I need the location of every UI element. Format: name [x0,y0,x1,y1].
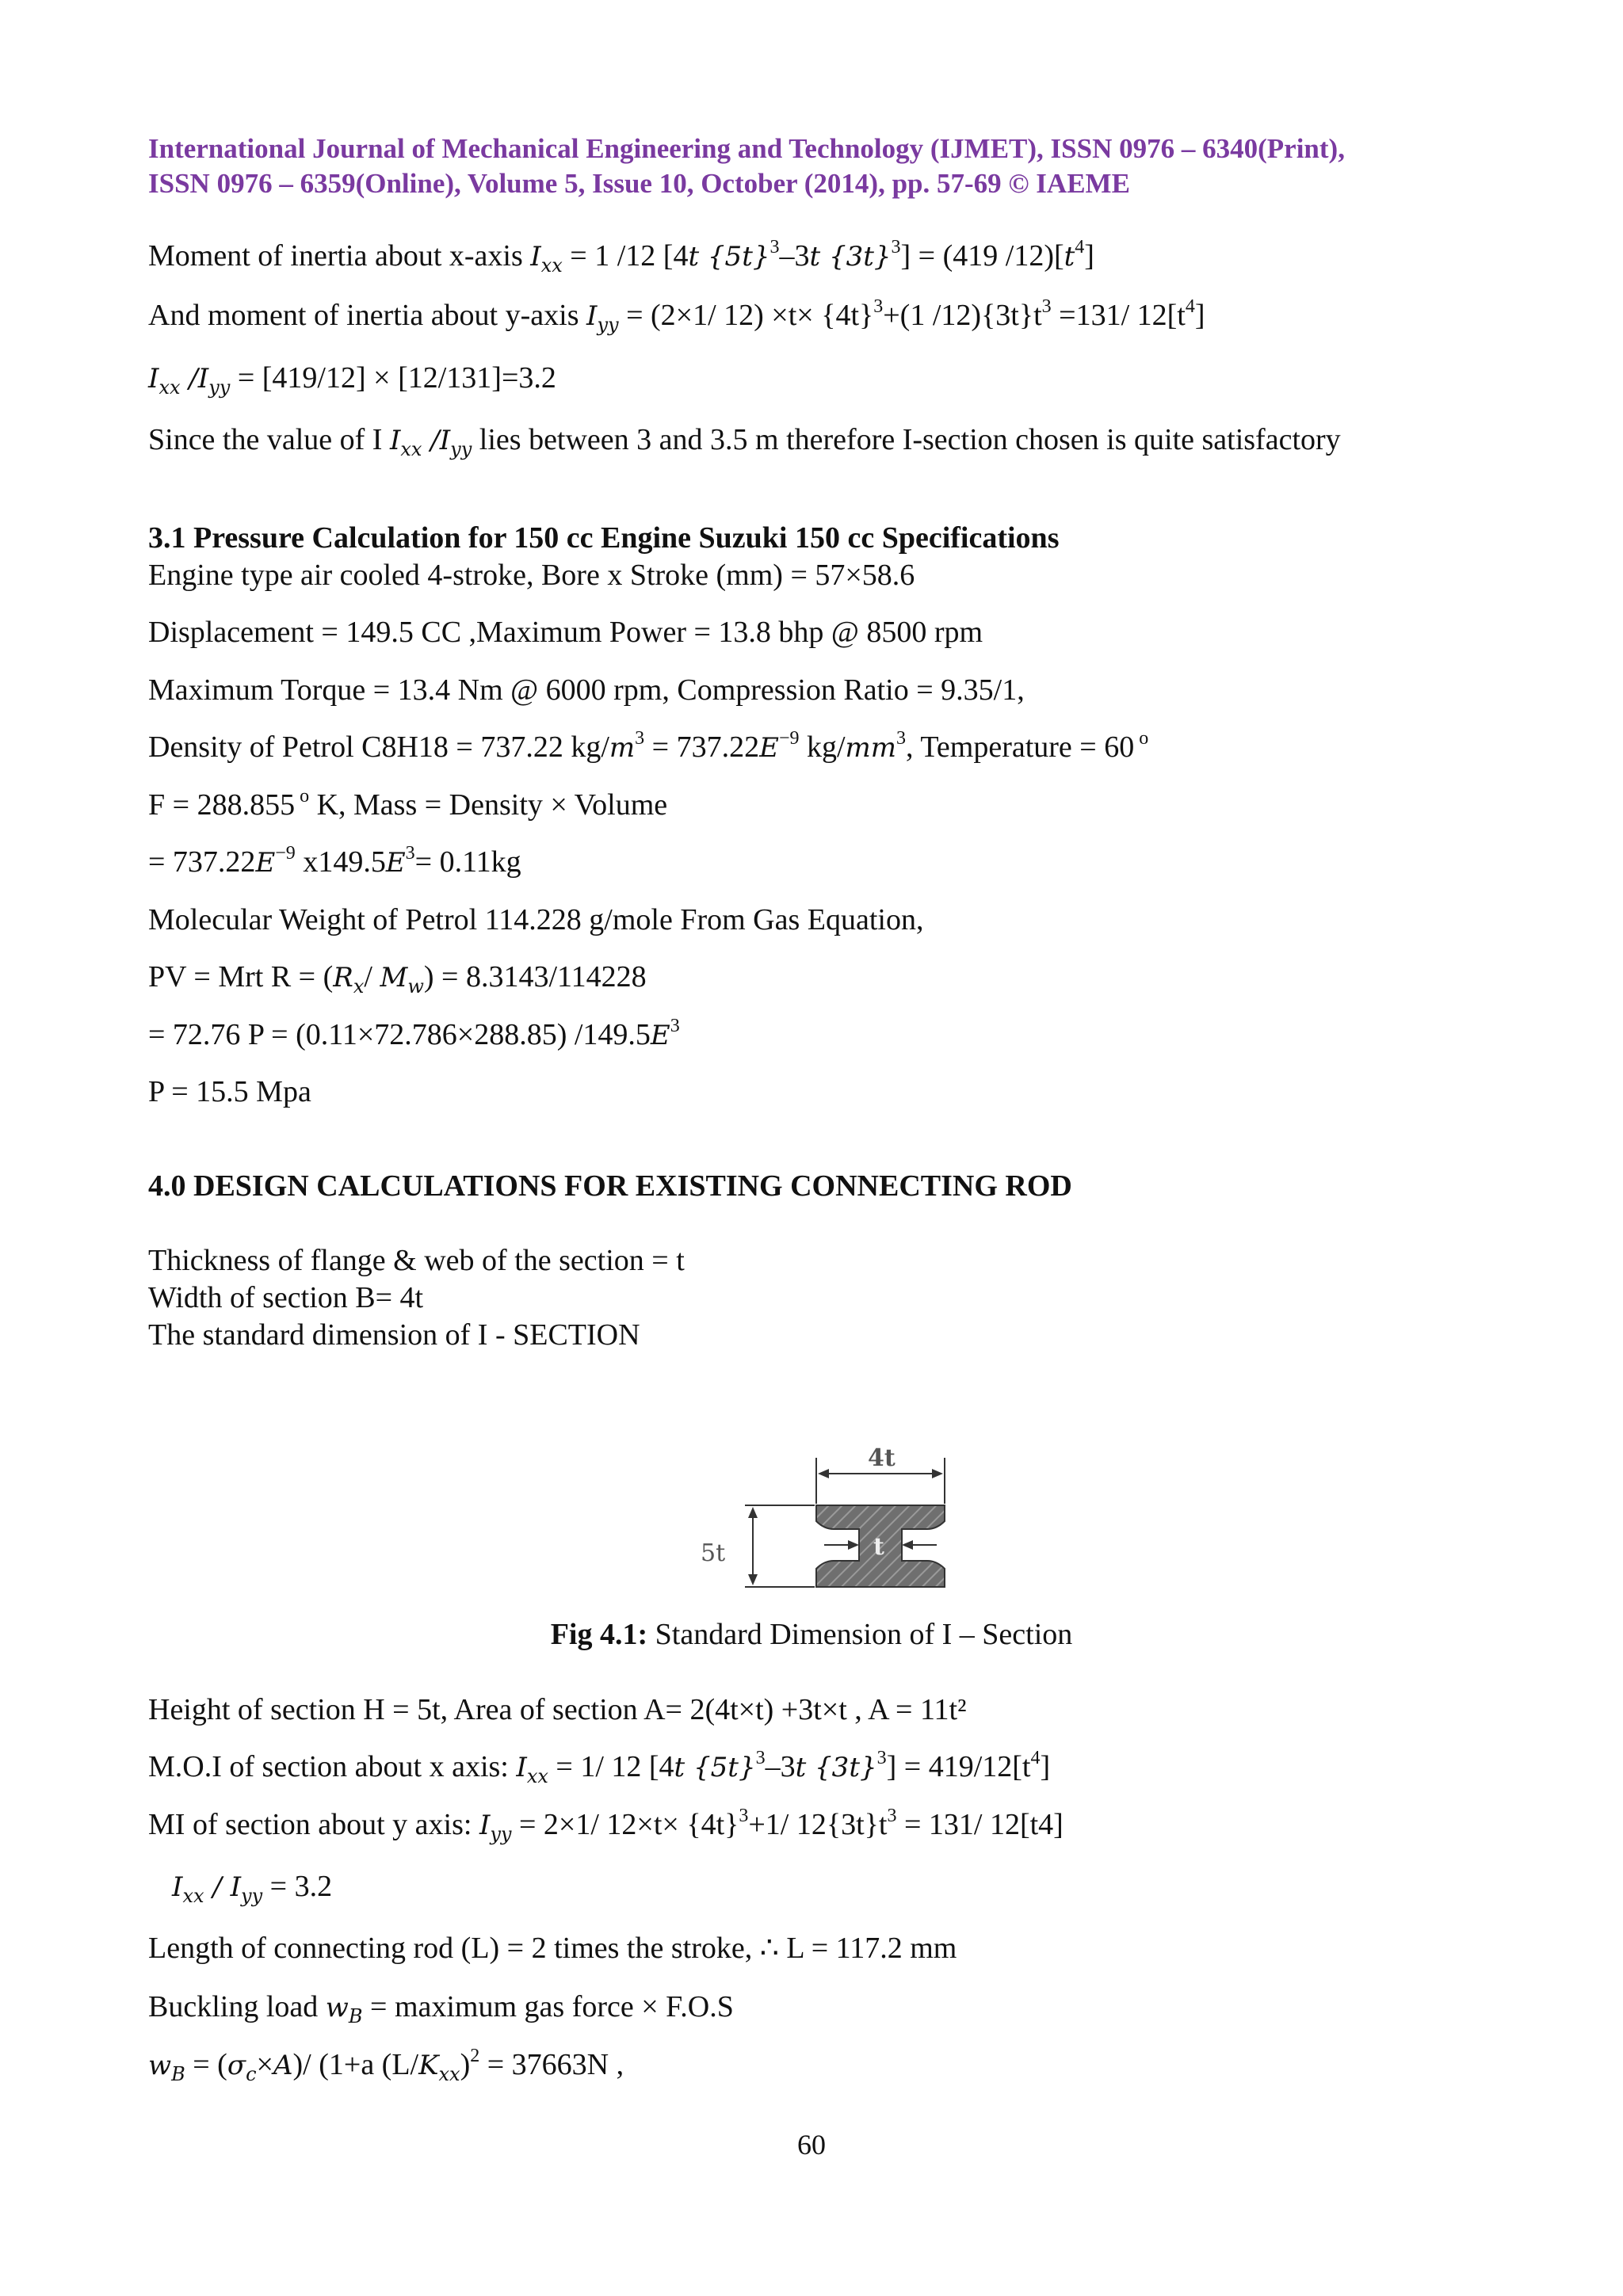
since-statement: Since the value of I $I_{xx}$ $/I_{yy}$ lies between 3 and 3.5 m therefore I-section chosen is quite satisfactory [148,423,1341,460]
i-section-figure [689,1442,959,1600]
buckling-formula-line: $w_B = (\sigma_c\times A)/$ (1+a $(L/K_{xx})^2 = 37663N$ , [148,2046,624,2085]
thickness-line: Thickness of flange & web of the section = t [148,1244,685,1277]
thickness-label: t [873,1533,884,1561]
density-line: Density of Petrol C8H18 = 737.22 $kg/m^3 = 737.22E^{-9}$ $kg/mm^3$, Temperature = 60 $^o$ [148,728,1149,764]
standard-dimension-line: The standard dimension of I - SECTION [148,1318,640,1352]
width-label: 4t [868,1444,896,1472]
torque-line: Maximum Torque = 13.4 Nm @ 6000 rpm, Compression Ratio = 9.35/1, [148,673,1025,707]
pressure-calc-line: = 72.76 P = (0.11×72.786×288.85) $/149.5E^3$ [148,1016,680,1051]
pressure-result-line: P = 15.5 Mpa [148,1075,311,1108]
figure-caption-label: Fig 4.1: [550,1618,648,1651]
header-line-1: International Journal of Mechanical Engineering and Technology (IJMET), ISSN 0976 – 6340(Print), [148,133,1345,164]
height-area-line: Height of section H = 5t, Area of section A= 2(4t×t) +3t×t , A = 11t² [148,1693,967,1726]
mass-calc-line: = $737.22E^{-9}$ $x149.5E^3= 0.11kg$ [148,843,521,879]
iyy-equation: And moment of inertia about y-axis $I_{yy} = (2\times 1/$ $12) \times t\times \{4t\}^3+(1$ $/12)\{3t\}t^3 =131/$ $12[t^4]$ [148,296,1205,336]
engine-type-line: Engine type air cooled 4-stroke, Bore x Stroke (mm) = 57×58.6 [148,559,915,592]
buckling-load-line: Buckling load $w_B$ = maximum gas force × F.O.S [148,1990,734,2027]
molecular-weight-line: Molecular Weight of Petrol 114.228 g/mole From Gas Equation, [148,903,924,936]
width-line: Width of section B= 4t [148,1281,424,1314]
section-3-1-heading: 3.1 Pressure Calculation for 150 cc Engine Suzuki 150 cc Specifications [148,521,1060,555]
ratio-equation: $I_{xx}$ $/I_{yy} = [419/12] \times [12/131]=3.2$ [148,361,556,399]
mi-y-line: MI of section about y axis: $I_{yy} = 2\times 1/$ $12\times t\times \{4t\}^3+1/$ $12\{3t\}t^3 = 131/$ 12[t4] [148,1806,1064,1845]
ratio-result-line: $I_{xx} / I_{yy} = 3.2$ [172,1870,333,1907]
displacement-line: Displacement = 149.5 CC ,Maximum Power = 13.8 bhp @ 8500 rpm [148,616,983,649]
figure-caption-text: Standard Dimension of I – Section [647,1618,1073,1651]
height-label: 5t [701,1539,726,1567]
gas-equation-line: PV = Mrt $R = (R_x/$ $M_w) = 8.3143/114228$ [148,960,647,997]
ixx-equation: Moment of inertia about x-axis $I_{xx} = 1$ /12 [4t $\{5t\}^3-3t$ $\{3t\}^3] = (419$ $/12)[t^4]$ [148,237,1094,277]
figure-caption [0,1616,1623,1653]
page-number: 60 [797,2129,826,2161]
height-dimension [745,1505,815,1587]
journal-header [148,132,1511,201]
section-4-0-heading: 4.0 DESIGN CALCULATIONS FOR EXISTING CONNECTING ROD [148,1169,1072,1203]
rod-length-line: Length of connecting rod (L) = 2 times the stroke, ∴ L = 117.2 mm [148,1932,957,1965]
temperature-mass-line: F = 288.855 $^o$ K, Mass = Density × Volume [148,786,668,822]
moi-x-line: M.O.I of section about x axis: $I_{xx} = 1/$ 12 [4t $\{5t\}^3-3t$ $\{3t\}^3] = 419/12[t^4]$ [148,1748,1051,1787]
header-line-2: ISSN 0976 – 6359(Online), Volume 5, Issue 10, October (2014), pp. 57-69 © IAEME [148,168,1130,199]
